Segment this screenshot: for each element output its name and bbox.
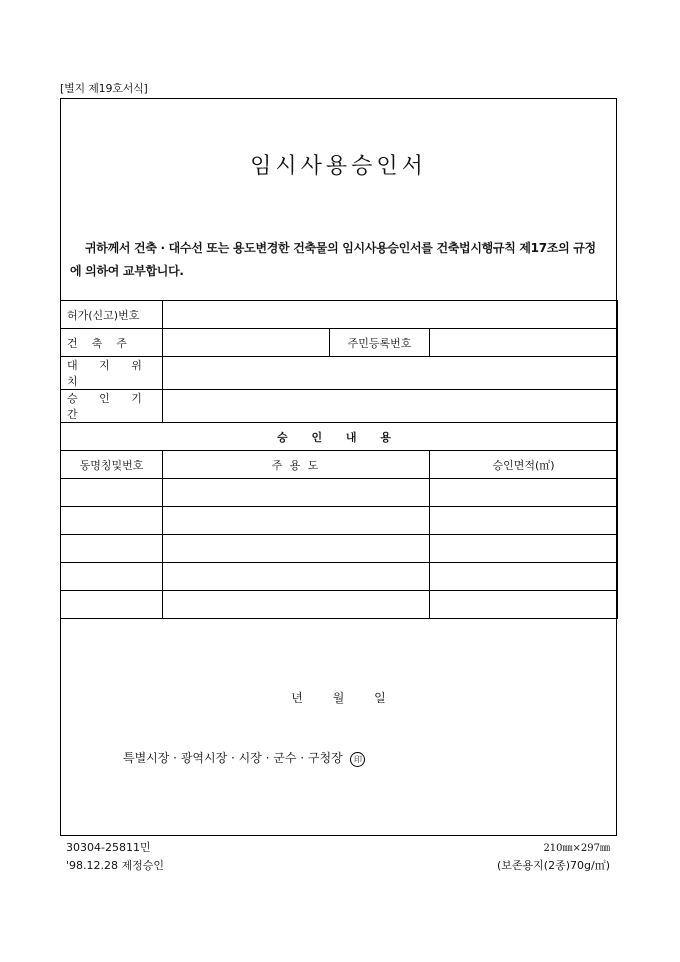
- column-building: 동명칭및번호: [61, 451, 163, 479]
- intro-text: 귀하께서 건축 · 대수선 또는 용도변경한 건축물의 임시사용승인서를 건축법시행규칙 제17조의 규정에 의하여 교부합니다.: [70, 241, 596, 278]
- row-area-cell[interactable]: [430, 535, 618, 563]
- owner-label: 건 축 주: [61, 329, 163, 357]
- resident-number-label: 주민등록번호: [330, 329, 430, 357]
- seal-mark: 印: [350, 752, 365, 767]
- row-area-cell[interactable]: [430, 591, 618, 619]
- period-row: [61, 390, 618, 423]
- row-use-cell[interactable]: [163, 479, 430, 507]
- section-row: [61, 423, 618, 451]
- issuer-title: 특별시장 · 광역시장 · 시장 · 군수 · 구청장: [123, 751, 343, 765]
- form-box: [60, 98, 617, 836]
- table-row: [61, 563, 618, 591]
- site-row: [61, 357, 618, 390]
- column-header-row: [61, 451, 618, 479]
- row-area-cell[interactable]: [430, 479, 618, 507]
- row-use-cell[interactable]: [163, 535, 430, 563]
- row-building-cell[interactable]: [61, 535, 163, 563]
- column-use: 주 용 도: [163, 451, 430, 479]
- issuer-line: [123, 749, 365, 767]
- row-use-cell[interactable]: [163, 507, 430, 535]
- approval-content-heading: 승 인 내 용: [61, 423, 618, 451]
- permit-number-label: 허가(신고)번호: [61, 301, 163, 329]
- form-code: 30304-25811민: [66, 841, 151, 854]
- approval-period-field[interactable]: [163, 390, 618, 423]
- row-building-cell[interactable]: [61, 591, 163, 619]
- row-use-cell[interactable]: [163, 591, 430, 619]
- issue-date-line: 년 월 일: [291, 691, 386, 705]
- table-row: [61, 479, 618, 507]
- paper-type: (보존용지(2종)70g/㎡): [497, 859, 610, 872]
- table-row: [61, 591, 618, 619]
- column-area: 승인면적(㎡): [430, 451, 618, 479]
- table-row: [61, 535, 618, 563]
- row-building-cell[interactable]: [61, 563, 163, 591]
- owner-field[interactable]: [163, 329, 330, 357]
- permit-row: [61, 301, 618, 329]
- row-area-cell[interactable]: [430, 507, 618, 535]
- row-building-cell[interactable]: [61, 479, 163, 507]
- owner-row: [61, 329, 618, 357]
- resident-number-field[interactable]: [430, 329, 618, 357]
- row-use-cell[interactable]: [163, 563, 430, 591]
- site-location-label: 대 지 위 치: [61, 357, 163, 390]
- form-table: [60, 300, 618, 619]
- approval-note: '98.12.28 제정승인: [66, 859, 165, 872]
- site-location-field[interactable]: [163, 357, 618, 390]
- form-title: 임시사용승인서: [250, 154, 427, 179]
- form-reference: [별지 제19호서식]: [60, 82, 148, 95]
- approval-period-label: 승 인 기 간: [61, 390, 163, 423]
- table-row: [61, 507, 618, 535]
- row-building-cell[interactable]: [61, 507, 163, 535]
- row-area-cell[interactable]: [430, 563, 618, 591]
- paper-size: 210㎜×297㎜: [543, 843, 610, 854]
- permit-number-field[interactable]: [163, 301, 618, 329]
